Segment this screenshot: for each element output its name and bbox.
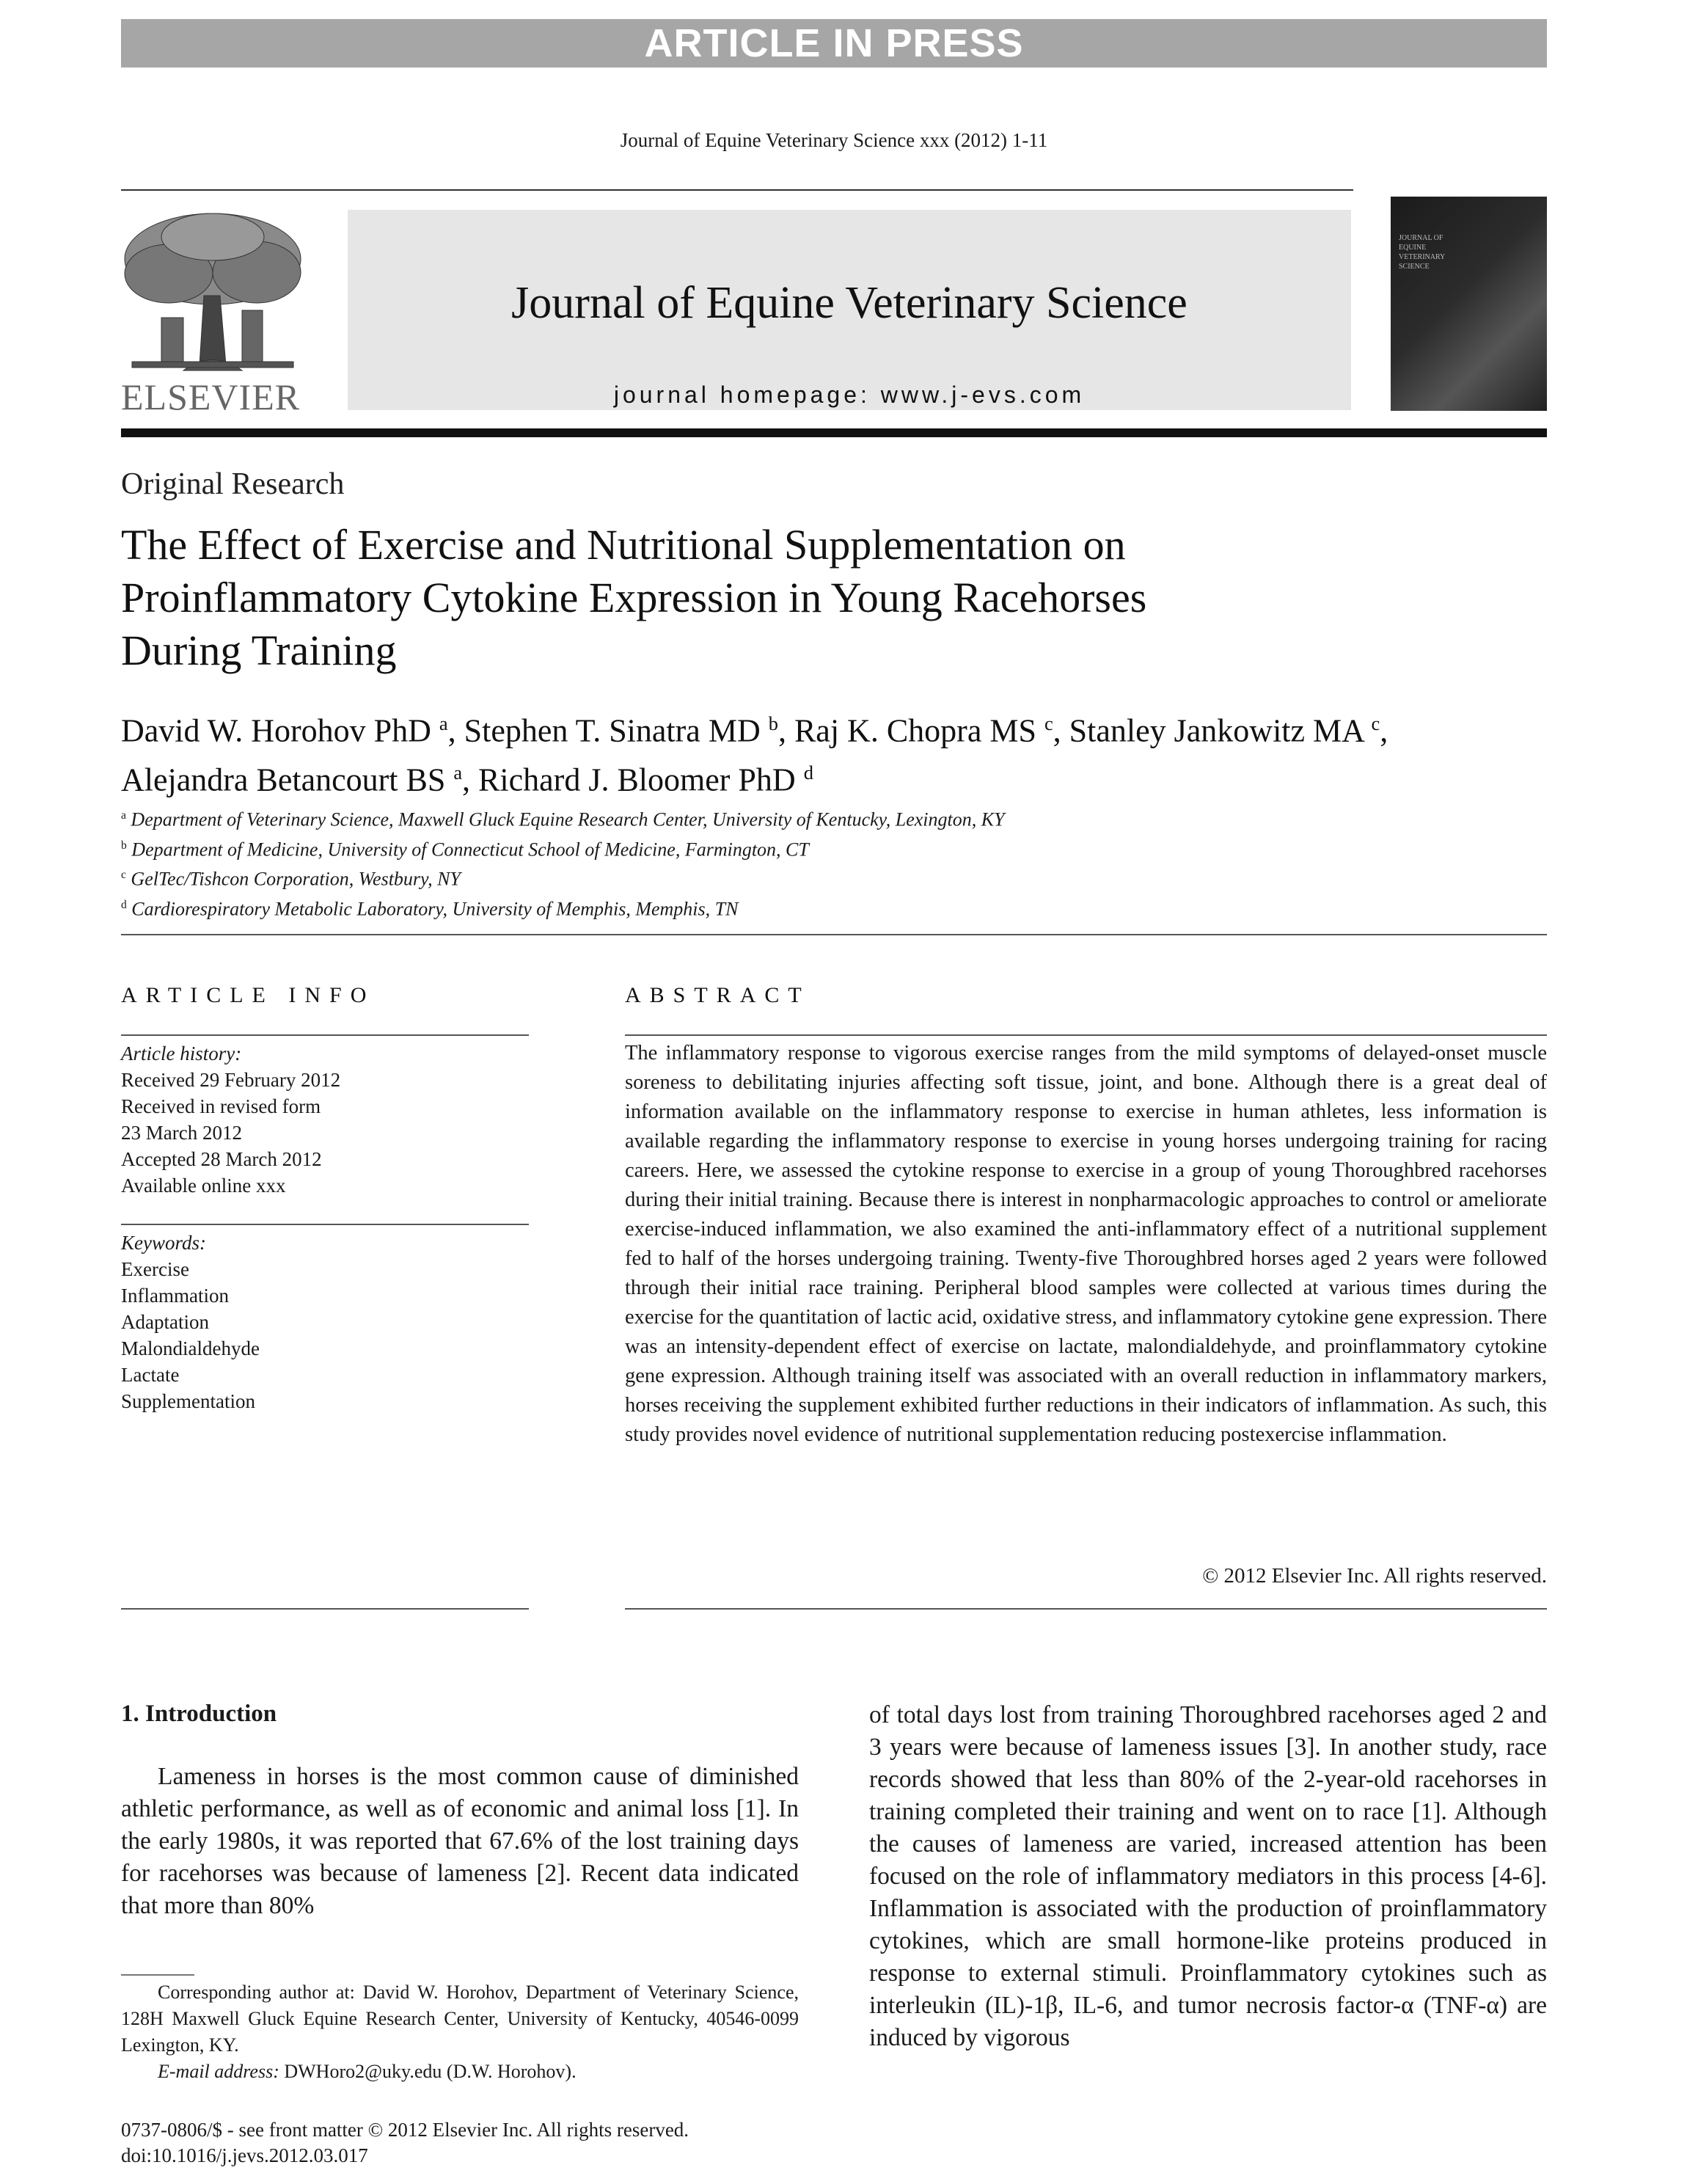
title-line: The Effect of Exercise and Nutritional Supplementation on xyxy=(121,521,1126,569)
article-title xyxy=(121,519,1515,677)
section-divider xyxy=(121,934,1547,935)
doi-link[interactable]: doi:10.1016/j.jevs.2012.03.017 xyxy=(121,2144,368,2166)
introduction-right-column: of total days lost from training Thoroughbred racehorses aged 2 and 3 years were because of lameness issues [3]. In another study, race records showed that less than 80% of the 2-year-old racehorses in training completed their training and went on to race [1]. Although the causes of lameness are varied, increased attention has been focused on the role of inflammatory mediators in this process [4-6]. Inflammation is associated with the production of proinflammatory cytokines, which are small hormone-like proteins produced in response to external stimuli. Proinflammatory cytokines such as interleukin (IL)-1β, IL-6, and tumor necrosis factor-α (TNF-α) are induced by vigorous xyxy=(869,1701,1547,2051)
corresponding-author-footnote xyxy=(121,1979,799,2085)
journal-cover-image xyxy=(1391,197,1547,411)
article-history xyxy=(121,1040,529,1199)
journal-cover-title: JOURNAL OF EQUINE VETERINARY SCIENCE xyxy=(1399,234,1445,271)
introduction-left-column: Lameness in horses is the most common cause of diminished athletic performance, as well as of economic and animal loss [1]. In the early 1980s, it was reported that 67.6% of the lost training days for racehorses was because of lameness [2]. Recent data indicated that more than 80% xyxy=(121,1763,799,1919)
abstract-rule xyxy=(625,1034,1547,1036)
author-name[interactable]: Alejandra Betancourt BS xyxy=(121,762,446,798)
keyword-item: Lactate xyxy=(121,1364,180,1386)
keyword-item: Inflammation xyxy=(121,1285,229,1307)
article-type: Original Research xyxy=(121,467,345,501)
article-in-press-banner: ARTICLE IN PRESS xyxy=(121,19,1547,67)
history-item: Available online xxx xyxy=(121,1175,286,1197)
keyword-item: Supplementation xyxy=(121,1390,255,1412)
front-matter-info xyxy=(121,2117,799,2169)
abstract-end-rule xyxy=(625,1608,1547,1610)
history-label: Article history: xyxy=(121,1042,242,1064)
journal-citation: Journal of Equine Veterinary Science xxx (2012) 1-11 xyxy=(620,129,1048,151)
affiliation-marker: a xyxy=(439,712,448,734)
masthead-rule xyxy=(121,428,1547,437)
keyword-item: Adaptation xyxy=(121,1311,209,1333)
footnote-rule xyxy=(121,1974,194,1976)
history-item: Received 29 February 2012 xyxy=(121,1069,341,1091)
abstract-heading: ABSTRACT xyxy=(625,983,810,1007)
author-name[interactable]: Richard J. Bloomer PhD xyxy=(478,762,796,798)
article-info-end-rule xyxy=(121,1608,529,1610)
title-line: During Training xyxy=(121,627,397,674)
affiliation-list xyxy=(121,803,1515,922)
journal-title: Journal of Equine Veterinary Science xyxy=(511,278,1188,328)
keyword-item: Malondialdehyde xyxy=(121,1337,260,1359)
title-line: Proinflammatory Cytokine Expression in Young Racehorses xyxy=(121,574,1147,621)
email-label: E-mail address: xyxy=(158,2061,279,2082)
abstract-text: The inflammatory response to vigorous exercise ranges from the mild symptoms of delayed-onset muscle soreness to debilitating injuries affecting soft tissue, joint, and bone. Although there is a great deal of information available on the inflammatory response to exercise in human athletes, less information is available regarding the inflammatory response to exercise in young horses undergoing training for racing careers. Here, we assessed the cytokine response to exercise in a group of young Thoroughbred racehorses during their initial training. Because there is interest in nonpharmacologic approaches to control or ameliorate exercise-induced inflammation, we also examined the anti-inflammatory effect of a nutritional supplement fed to half of the horses undergoing training. Twenty-five Thoroughbred horses aged 2 years were followed through their initial race training. Peripheral blood samples were collected at various times during the exercise for the quantitation of lactic acid, oxidative stress, and inflammatory cytokine gene expression. There was an intensity-dependent effect of exercise on lactate, malondialdehyde, and proinflammatory cytokine gene expression. Although training itself was associated with an overall reduction in inflammatory markers, horses receiving the supplement exhibited further reductions in their indicators of inflammation. As such, this study provides novel evidence of nutritional supplementation reducing postexercise inflammation. xyxy=(625,1042,1547,1446)
author-name[interactable]: Stanley Jankowitz MA xyxy=(1069,712,1364,749)
keywords-list xyxy=(121,1230,529,1414)
affiliation-item: $^d$ Cardiorespiratory Metabolic Laboratory, University of Memphis, Memphis, TN xyxy=(121,898,739,920)
affiliation-item: $^c$ GelTec/Tishcon Corporation, Westbury, NY xyxy=(121,868,461,890)
journal-homepage-link[interactable]: journal homepage: www.j-evs.com xyxy=(613,381,1086,408)
keyword-item: Exercise xyxy=(121,1258,189,1280)
keywords-rule xyxy=(121,1224,529,1225)
abstract-copyright: © 2012 Elsevier Inc. All rights reserved. xyxy=(1202,1564,1547,1588)
introduction-heading: 1. Introduction xyxy=(121,1701,277,1727)
issn-line: 0737-0806/$ - see front matter © 2012 Elsevier Inc. All rights reserved. xyxy=(121,2119,689,2141)
author-list: David W. Horohov PhD $^a$, Stephen T. Sinatra MD $^b$, Raj K. Chopra MS $^c$, Stanley Jankowitz MA $^c$, Alejandra Betancourt BS $^a$, Richard J. Bloomer PhD $^d$ xyxy=(121,712,1388,798)
affiliation-marker: a xyxy=(453,761,463,784)
affiliation-marker: c xyxy=(1044,712,1053,734)
affiliation-marker: c xyxy=(1371,712,1380,734)
history-item: Accepted 28 March 2012 xyxy=(121,1148,322,1170)
history-item: 23 March 2012 xyxy=(121,1122,242,1144)
author-name[interactable]: Raj K. Chopra MS xyxy=(794,712,1036,749)
affiliation-marker: d xyxy=(803,761,813,784)
history-item: Received in revised form xyxy=(121,1095,321,1117)
header-divider xyxy=(121,189,1353,191)
affiliation-item: $^b$ Department of Medicine, University of Connecticut School of Medicine, Farmington, CT xyxy=(121,839,809,861)
article-info-heading: ARTICLE INFO xyxy=(121,983,376,1007)
affiliation-item: $^a$ Department of Veterinary Science, Maxwell Gluck Equine Research Center, University of Kentucky, Lexington, KY xyxy=(121,808,1005,830)
article-info-rule xyxy=(121,1034,529,1036)
email-link[interactable]: DWHoro2@uky.edu (D.W. Horohov). xyxy=(284,2061,577,2082)
keywords-label: Keywords: xyxy=(121,1232,206,1254)
corresponding-author-text: Corresponding author at: David W. Horohov, Department of Veterinary Science, 128H Maxwell Gluck Equine Research Center, University of Kentucky, 40546-0099 Lexington, KY. xyxy=(121,1982,799,2056)
elsevier-wordmark: ELSEVIER xyxy=(121,376,301,417)
author-name[interactable]: Stephen T. Sinatra MD xyxy=(464,712,761,749)
affiliation-marker: b xyxy=(768,712,778,734)
author-name[interactable]: David W. Horohov PhD xyxy=(121,712,431,749)
